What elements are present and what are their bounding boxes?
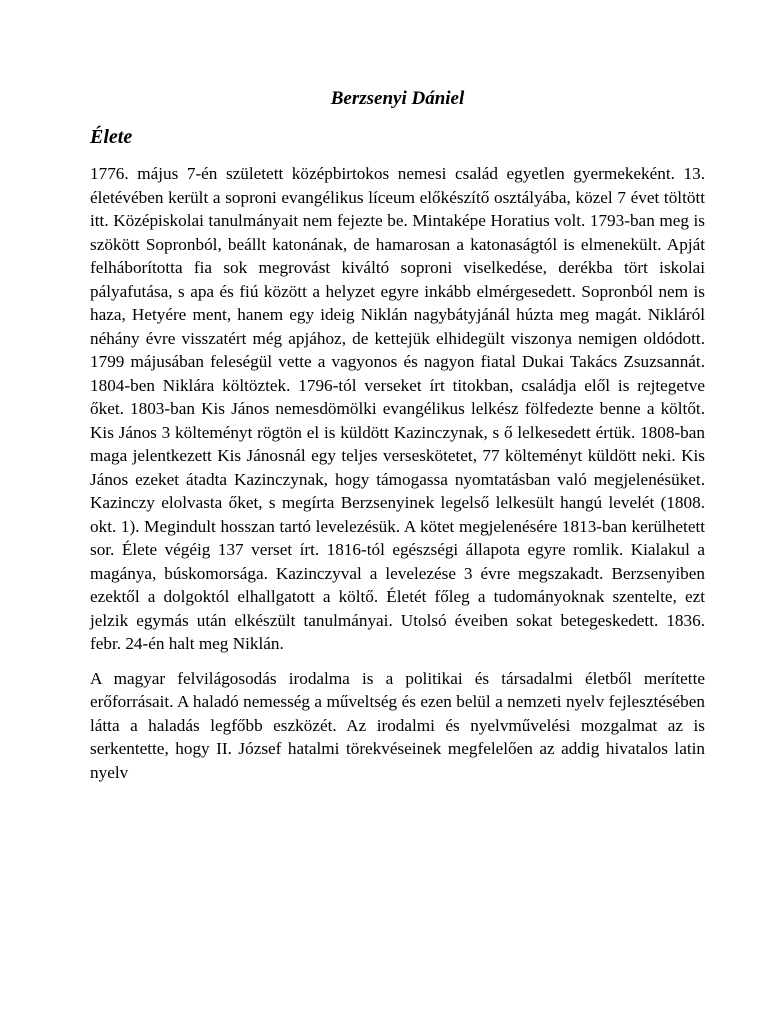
document-title: Berzsenyi Dániel: [330, 88, 465, 109]
paragraph-enlightenment: A magyar felvilágosodás irodalma is a politikai és társadalmi életből merítette erőforrásait. A haladó nemesség a műveltség és ezen belül a nemzeti nyelv fejlesztésében látta a haladás legfőbb eszközét. Az irodalmi és nyelvművelési mozgalmat az is serkentette, hogy II. József hatalmi törekvéseinek megfelelően az addig hivatalos latin nyelv: [90, 668, 705, 782]
paragraph-biography: 1776. május 7-én született középbirtokos nemesi család egyetlen gyermekeként. 13. életévében került a soproni evangélikus líceum előkészítő osztályába, közel 7 évet töltött itt. Középiskolai tanulmányait nem fejezte be. Mintaképe Horatius volt. 1793-ban meg is szökött Sopronból, beállt katonának, de hamarosan a katonaságtól is elmenekült. Apját felháborította fia sok megrovást kiváltó soproni viselkedése, derékba tört iskolai pályafutása, s apa és fiú között a helyzet egyre inkább elmérgesedett. Sopronból nem is haza, Hetyére ment, hanem egy ideig Niklán nagybátyjánál húzta meg magát. Nikláról néhány évre visszatért még apjához, de kettejük elhidegült viszonya nemigen oldódott. 1799 májusában feleségül vette a vagyonos és nagyon fiatal Dukai Takács Zsuzsannát. 1804-ben Niklára költöztek. 1796-tól verseket írt titokban, családja elől is rejtegetve őket. 1803-ban Kis János nemesdömölki evangélikus lelkész fölfedezte benne a költőt. Kis János 3 költeményt rögtön el is küldött Kazinczynak, s ő lelkesedett értük. 1808-ban maga jelentkezett Kis Jánosnál egy teljes verseskötetet, 77 költeményt küldött neki. Kis János ezeket átadta Kazinczynak, hogy támogassa nyomtatásban való megjelenésüket. Kazinczy elolvasta őket, s megírta Berzsenyinek legelső lelkesült hangú levelét (1808. okt. 1). Megindult hosszan tartó levelezésük. A kötet megjelenésére 1813-ban kerülhetett sor. Élete végéig 137 verset írt. 1816-tól egészségi állapota egyre romlik. Kialakul a magánya, búskomorsága. Kazinczyval a levelezése 3 évre megszakadt. Berzsenyiben ezektől a dolgoktól elhallgatott a költő. Életét főleg a tudományoknak szentelte, ezt jelzik egymás után elkészült tanulmányai. Utolsó éveiben sokat betegeskedett. 1836. febr. 24-én halt meg Niklán.: [90, 164, 705, 653]
section-heading-elete: Élete: [90, 126, 133, 148]
document-page: [90, 82, 705, 795]
